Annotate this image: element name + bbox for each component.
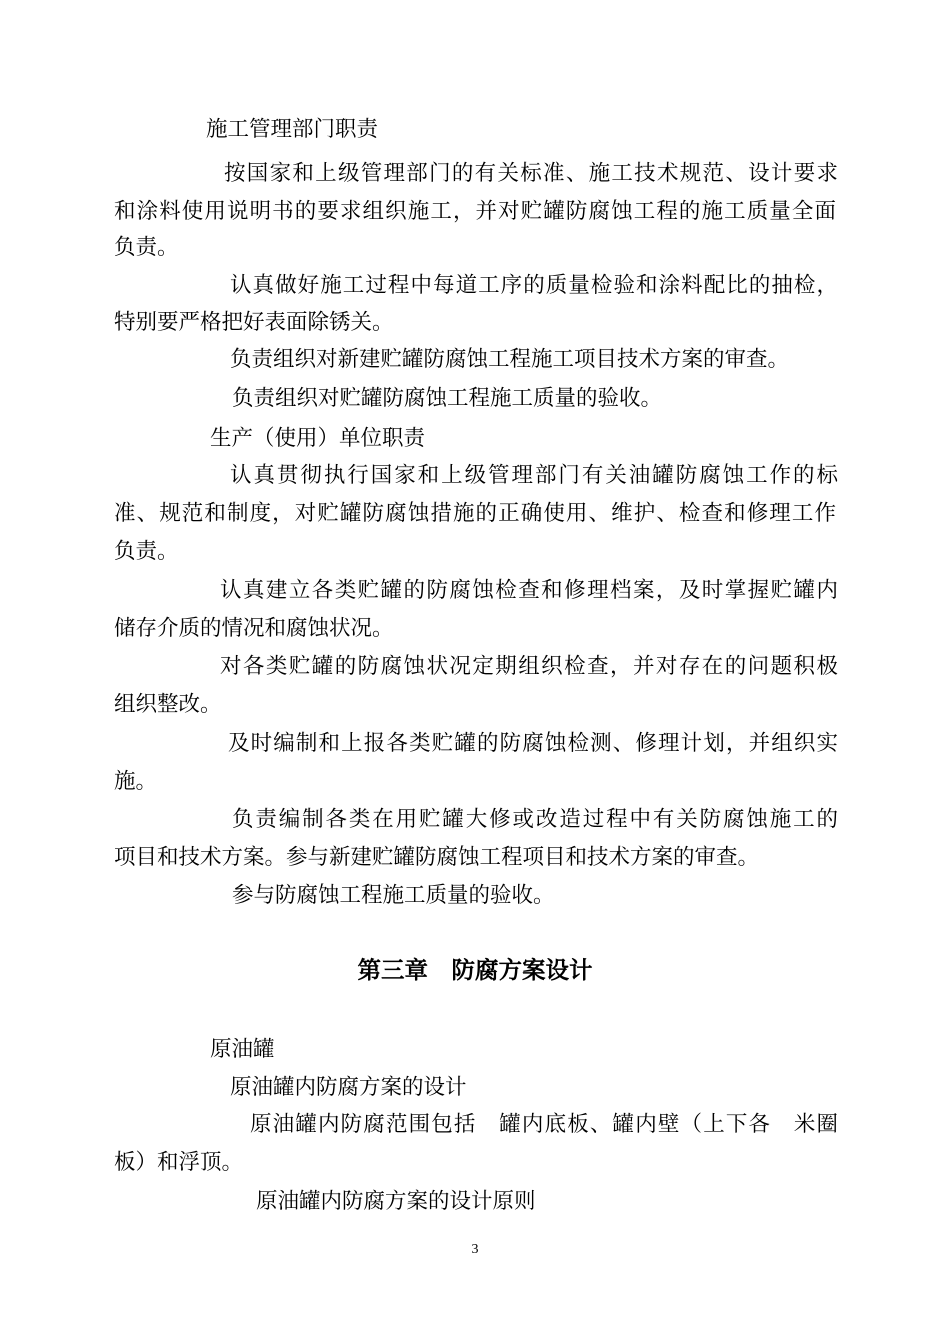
paragraph-line: 对各类贮罐的防腐蚀状况定期组织检查，并对存在的问题积极 (220, 654, 838, 679)
subsection-heading: 原油罐内防腐方案的设计 (230, 1075, 467, 1100)
paragraph-line: 负责。 (114, 539, 179, 564)
paragraph-line: 负责编制各类在用贮罐大修或改造过程中有关防腐蚀施工的 (232, 807, 838, 832)
paragraph-line: 认真做好施工过程中每道工序的质量检验和涂料配比的抽检， (230, 273, 838, 298)
paragraph-line: 板）和浮顶。 (114, 1150, 244, 1175)
paragraph-line: 准、规范和制度，对贮罐防腐蚀措施的正确使用、维护、检查和修理工作 (114, 501, 836, 526)
section-heading-crude-oil-tank: 原油罐 (210, 1037, 275, 1062)
paragraph-line: 按国家和上级管理部门的有关标准、施工技术规范、设计要求 (224, 161, 838, 186)
paragraph-line: 负责组织对新建贮罐防腐蚀工程施工项目技术方案的审查。 (230, 347, 790, 372)
paragraph-line: 负责组织对贮罐防腐蚀工程施工质量的验收。 (232, 386, 663, 411)
paragraph-line: 原油罐内防腐范围包括 罐内底板、罐内壁（上下各 米圈 (250, 1112, 838, 1137)
paragraph-line: 原油罐内防腐方案的设计原则 (256, 1189, 536, 1214)
paragraph-line: 及时编制和上报各类贮罐的防腐蚀检测、修理计划，并组织实 (228, 731, 838, 756)
section-heading-construction-management: 施工管理部门职责 (206, 117, 379, 142)
paragraph-line: 储存介质的情况和腐蚀状况。 (114, 616, 394, 641)
paragraph-line: 认真建立各类贮罐的防腐蚀检查和修理档案，及时掌握贮罐内 (220, 578, 838, 603)
section-heading-production-unit: 生产（使用）单位职责 (210, 426, 426, 451)
paragraph-line: 组织整改。 (114, 692, 222, 717)
paragraph-line: 项目和技术方案。参与新建贮罐防腐蚀工程项目和技术方案的审查。 (114, 845, 760, 870)
paragraph-line: 负责。 (114, 235, 179, 260)
paragraph-line: 认真贯彻执行国家和上级管理部门有关油罐防腐蚀工作的标 (230, 463, 838, 488)
paragraph-line: 和涂料使用说明书的要求组织施工，并对贮罐防腐蚀工程的施工质量全面 (114, 199, 836, 224)
paragraph-line: 参与防腐蚀工程施工质量的验收。 (232, 883, 555, 908)
page-number: 3 (471, 1242, 479, 1257)
chapter-title: 第三章 防腐方案设计 (357, 956, 593, 984)
paragraph-line: 施。 (114, 769, 158, 794)
paragraph-line: 特别要严格把好表面除锈关。 (114, 310, 394, 335)
